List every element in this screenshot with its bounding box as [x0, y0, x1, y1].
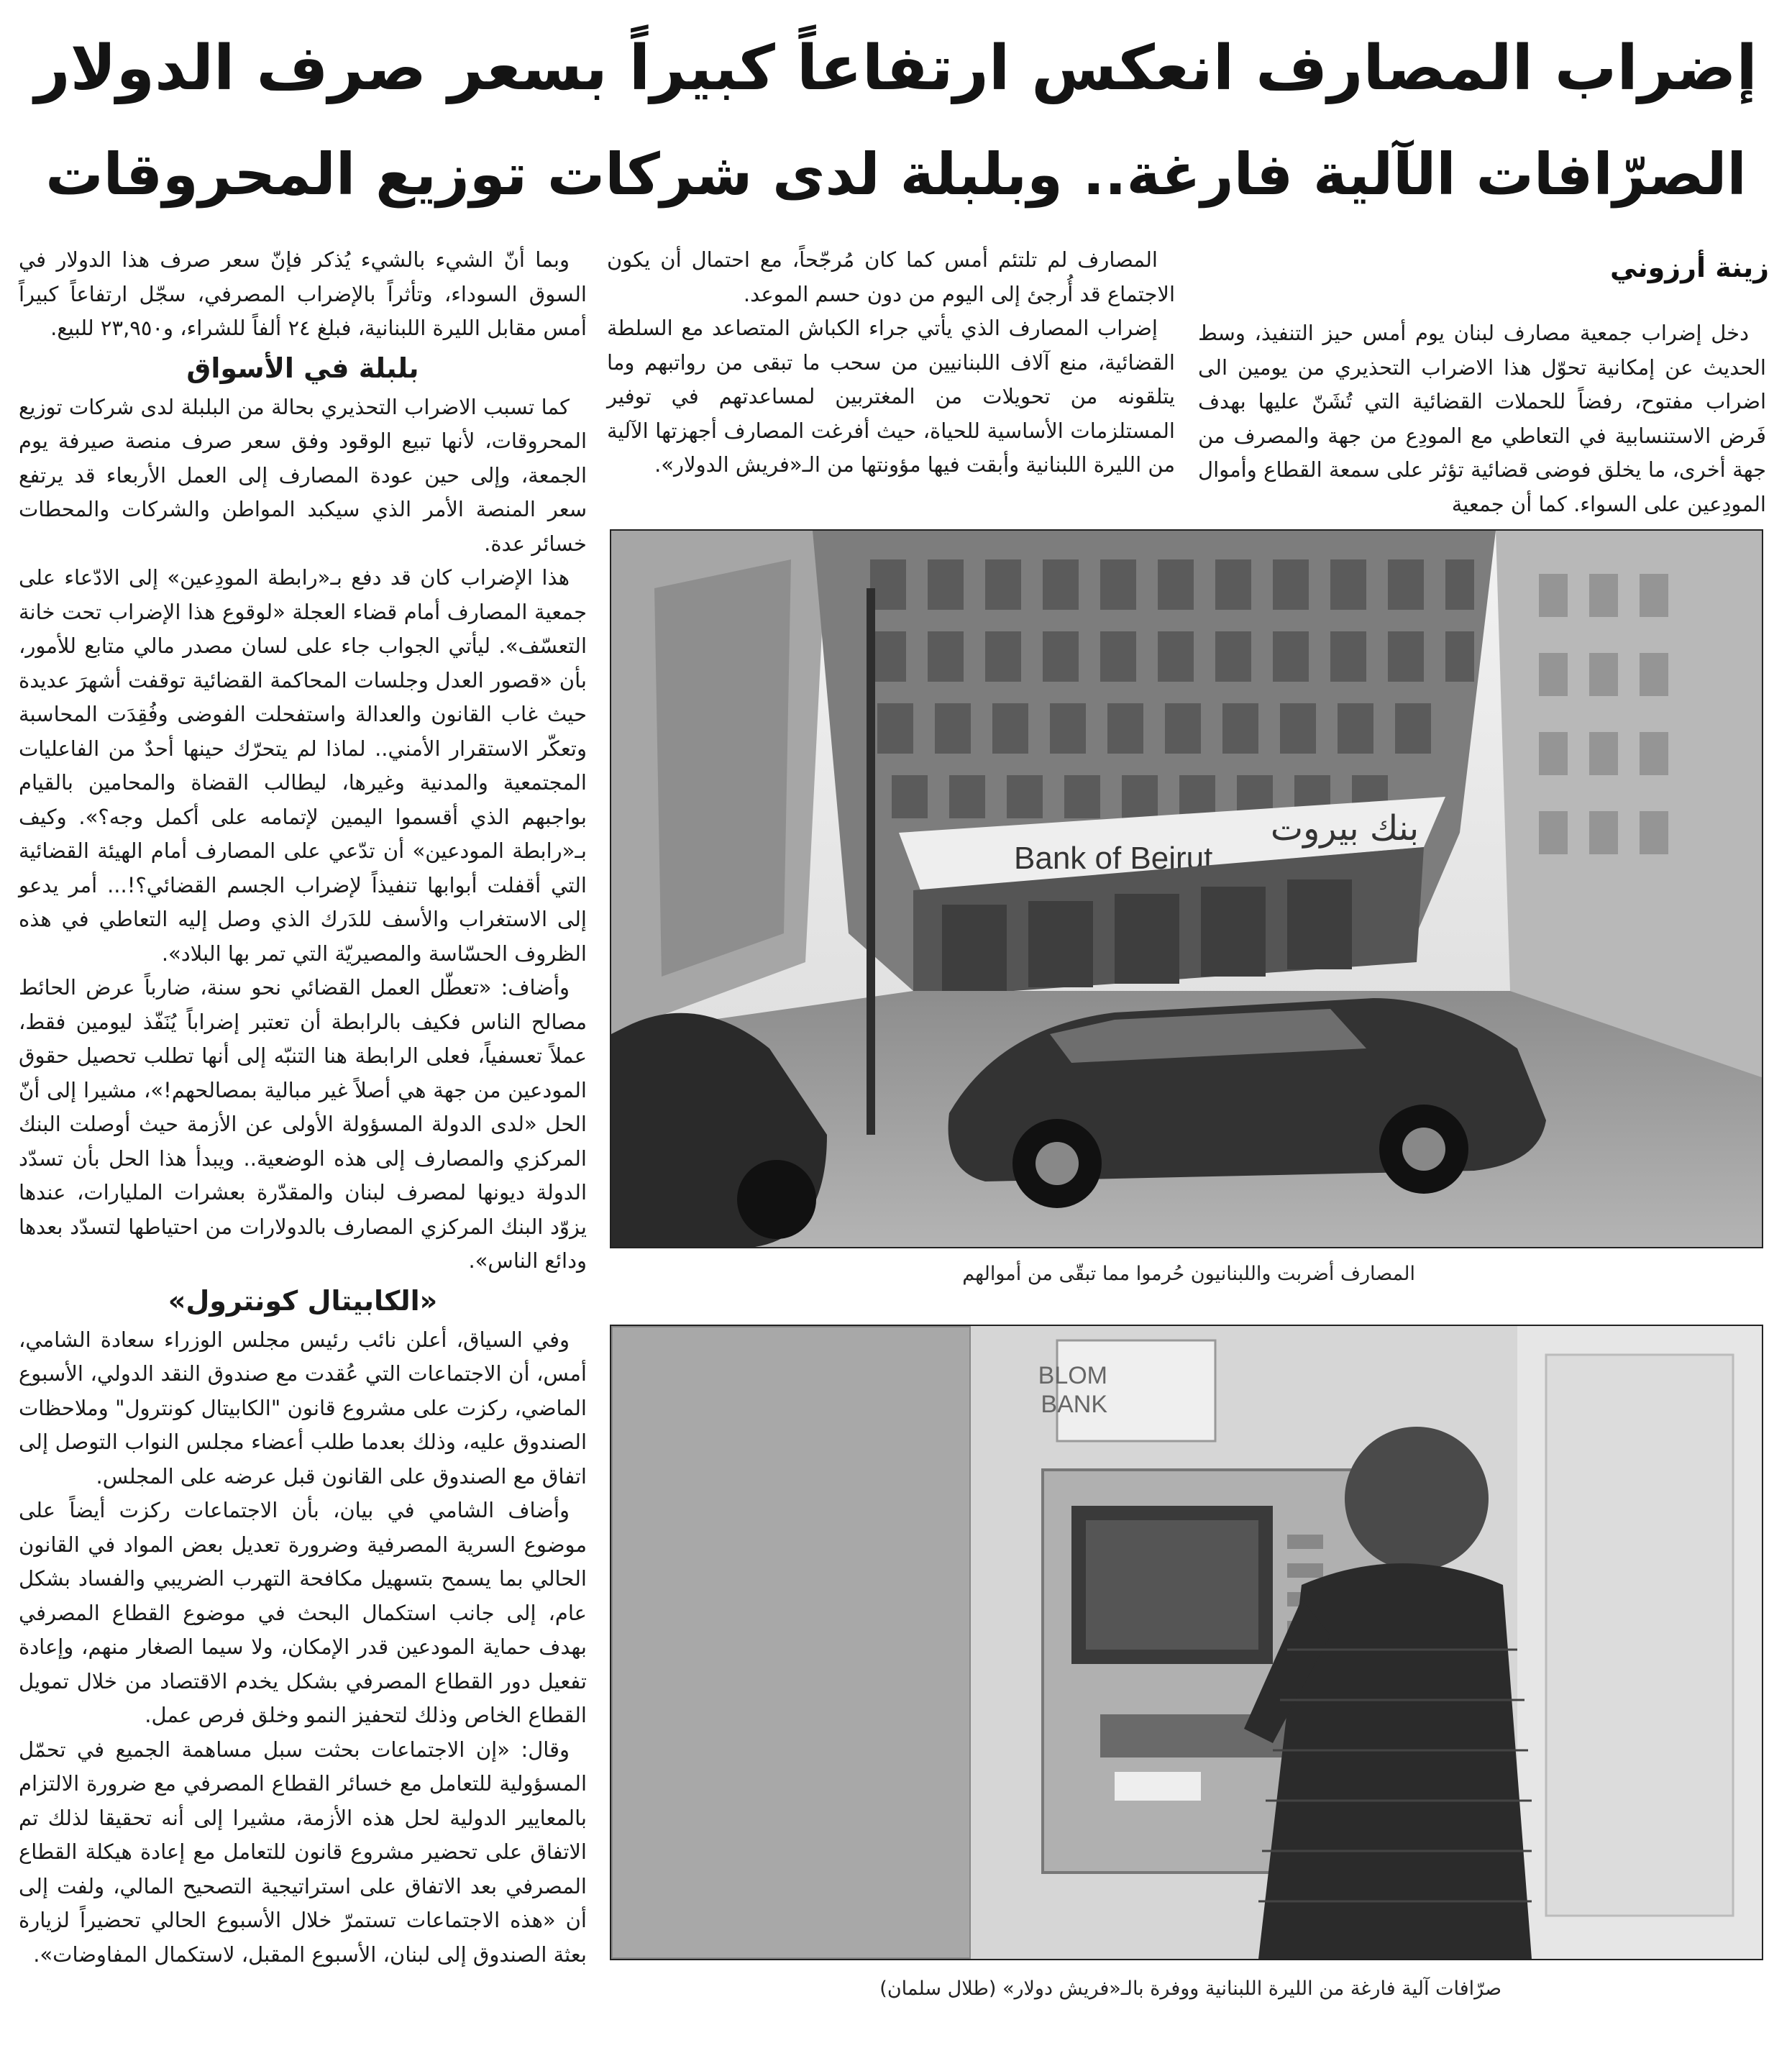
- author-byline: زينة أرزوني: [1609, 252, 1769, 283]
- article-column-left: [19, 243, 587, 1972]
- paragraph: دخل إضراب جمعية مصارف لبنان يوم أمس حيز التنفيذ، وسط الحديث عن إمكانية تحوّل هذا الاضراب التحذيري من يومين الى اضراب مفتوح، رفضاً للحملات القضائية التي تُشَنّ عليها بهدف فَرض الاستنسابية في التعاطي مع المودِع من جهة والمصرف من جهة أخرى، ما يخلق فوضى قضائية تؤثر على سمعة القطاع وأموال المودِعين على السواء. كما أن جمعية: [1198, 321, 1766, 516]
- headline-line-2: الصرّافات الآلية فارغة.. وبلبلة لدى شركات توزيع المحروقات: [45, 141, 1747, 208]
- subheading-markets: بلبلة في الأسواق: [186, 352, 419, 384]
- photo-caption-bank: المصارف أضربت واللبنانيون حُرموا مما تبقّى من أموالهم: [962, 1263, 1415, 1285]
- paragraph: وأضاف: «تعطّل العمل القضائي نحو سنة، ضارباً عرض الحائط مصالح الناس فكيف بالرابطة أن تعتبر إضراباً يُنَفّذ ليومين فقط، عملاً تعسفياً، فعلى الرابطة هنا التنبّه إلى أنها تطلب تحصيل حقوق المودعين من جهة هي أصلاً غير مبالية بمصالحهم!»، مشيرا إلى أنّ الحل «لدى الدولة المسؤولة الأولى عن الأزمة حيث أوصلت البنك المركزي والمصارف إلى هذه الوضعية.. ويبدأ هذا الحل بأن تسدّد الدولة ديونها لمصرف لبنان والمقدّرة بعشرات المليارات، عندها يزوّد البنك المركزي المصارف بالدولارات من احتياطها لتسدّد بعدها ودائع الناس».: [19, 975, 587, 1273]
- bank-building-photo: [610, 529, 1763, 1248]
- paragraph: وقال: «إن الاجتماعات بحثت سبل مساهمة الجميع في تحمّل المسؤولية للتعامل مع خسائر القطاع المصرفي مع ضرورة الالتزام بالمعايير الدولية لحل هذه الأزمة، مشيرا إلى أنه تحقيقا لذلك تم الاتفاق على تحضير مشروع قانون للتعامل مع إعادة هيكلة القطاع المصرفي بعد الاتفاق على استراتيجية التصحيح المالي، ولفت إلى أن «هذه الاجتماعات تستمرّ خلال الأسبوع الحالي تحضيراً لزيارة بعثة الصندوق إلى لبنان، الأسبوع المقبل، لاستكمال المفاوضات».: [19, 1737, 587, 1967]
- headline-line-1: إضراب المصارف انعكس ارتفاعاً كبيراً بسعر صرف الدولار: [35, 32, 1757, 104]
- bank-sign-arabic: بنك بيروت: [1270, 808, 1420, 849]
- paragraph: كما تسبب الاضراب التحذيري بحالة من البلبلة لدى شركات توزيع المحروقات، لأنها تبيع الوقود وفق سعر صرف منصة صيرفة يوم الجمعة، وإلى حين عودة المصارف إلى العمل الأربعاء قد يرتفع سعر المنصة الأمر الذي سيكبد المواطن والشركات والمحطات خسائر عدة.: [19, 394, 587, 556]
- subheading-capital-control: «الكابيتال كونترول»: [168, 1284, 438, 1317]
- paragraph: هذا الإضراب كان قد دفع بـ«رابطة المودِعين» إلى الادّعاء على جمعية المصارف أمام قضاء العجلة «لوقوع هذا الإضراب تحت خانة التعسّف». ليأتي الجواب جاء على لسان مصدر مالي متابع للأمور، بأن «قصور العدل وجلسات المحاكمة القضائية توقفت أشهرَ عديدة حيث غاب القانون والعدالة واستفحلت الفوضى وفُقِدَت المحاسبة وتعكّر الاستقرار الأمني.. لماذا لم يتحرّك حينها أحدٌ من الفاعليات المجتمعية والمدنية وغيرها، ليطالب القضاة والمحامين بالقيام بواجبهم الذي أقسموا اليمين لإتمامه على أكمل وجه؟». وكيف بـ«رابطة المودعين» أن تدّعي على المصارف أمام الهيئة القضائية التي أقفلت أبوابها تنفيذاً لإضراب الجسم القضائي؟!... أمر يدعو إلى الاستغراب والأسف للدَرك الذي وصل إليه التعاطي في هذه الظروف الحسّاسة والمصيريّة التي تمر بها البلاد».: [19, 565, 587, 966]
- photo-caption-atm: صرّافات آلية فارغة من الليرة اللبنانية ووفرة بالـ«فريش دولار» (طلال سلمان): [879, 1978, 1501, 2000]
- bank-sign-english: Bank of Beirut: [1014, 841, 1213, 876]
- article-column-right: [1198, 316, 1766, 521]
- paragraph: وأضاف الشامي في بيان، بأن الاجتماعات ركزت أيضاً على موضوع السرية المصرفية وضرورة تعديل بعض المواد في القانون الحالي بما يسمح بتسهيل مكافحة التهرب الضريبي والفساد بشكل عام، إلى جانب استكمال البحث في موضوع القطاع المصرفي بهدف حماية المودعين قدر الإمكان، ولا سيما الصغار منهم، وإعادة تفعيل دور القطاع المصرفي بشكل يخدم الاقتصاد من خلال تمويل القطاع الخاص وذلك لتحفيز النمو وخلق فرص عمل.: [19, 1498, 587, 1727]
- atm-sign-line-2: BANK: [1041, 1391, 1107, 1418]
- paragraph: وفي السياق، أعلن نائب رئيس مجلس الوزراء سعادة الشامي، أمس، أن الاجتماعات التي عُقدت مع صندوق النقد الدولي، الأسبوع الماضي، ركزت على مشروع قانون "الكابيتال كونترول" وملاحظات الصندوق عليه، وذلك بعدما طلب أعضاء مجلس النواب التوصل إلى اتفاق مع الصندوق على القانون قبل عرضه على المجلس.: [19, 1327, 587, 1489]
- paragraph: وبما أنّ الشيء بالشيء يُذكر فإنّ سعر صرف هذا الدولار في السوق السوداء، وتأثراً بالإضراب المصرفي، سجّل ارتفاعاً كبيراً أمس مقابل الليرة اللبنانية، فبلغ ٢٤ ألفاً للشراء، و٢٣,٩٥٠ للبيع.: [19, 247, 587, 340]
- article-column-middle: [607, 243, 1175, 483]
- paragraph: إضراب المصارف الذي يأتي جراء الكباش المتصاعد مع السلطة القضائية، منع آلاف اللبنانيين من سحب ما تبقى من رواتبهم وما يتلقونه من تحويلات من المغتربين لمساعدتهم في توفير المستلزمات الأساسية للحياة، حيث أفرغت المصارف أجهزتها الآلية من الليرة اللبنانية وأبقت فيها مؤونتها من الـ«فريش الدولار».: [607, 316, 1175, 477]
- atm-sign-line-1: BLOM: [1038, 1362, 1107, 1389]
- atm-photo: [610, 1325, 1763, 1960]
- paragraph: المصارف لم تلتئم أمس كما كان مُرجّحاً، مع احتمال أن يكون الاجتماع قد أُرجئ إلى اليوم من دون حسم الموعد.: [607, 247, 1175, 306]
